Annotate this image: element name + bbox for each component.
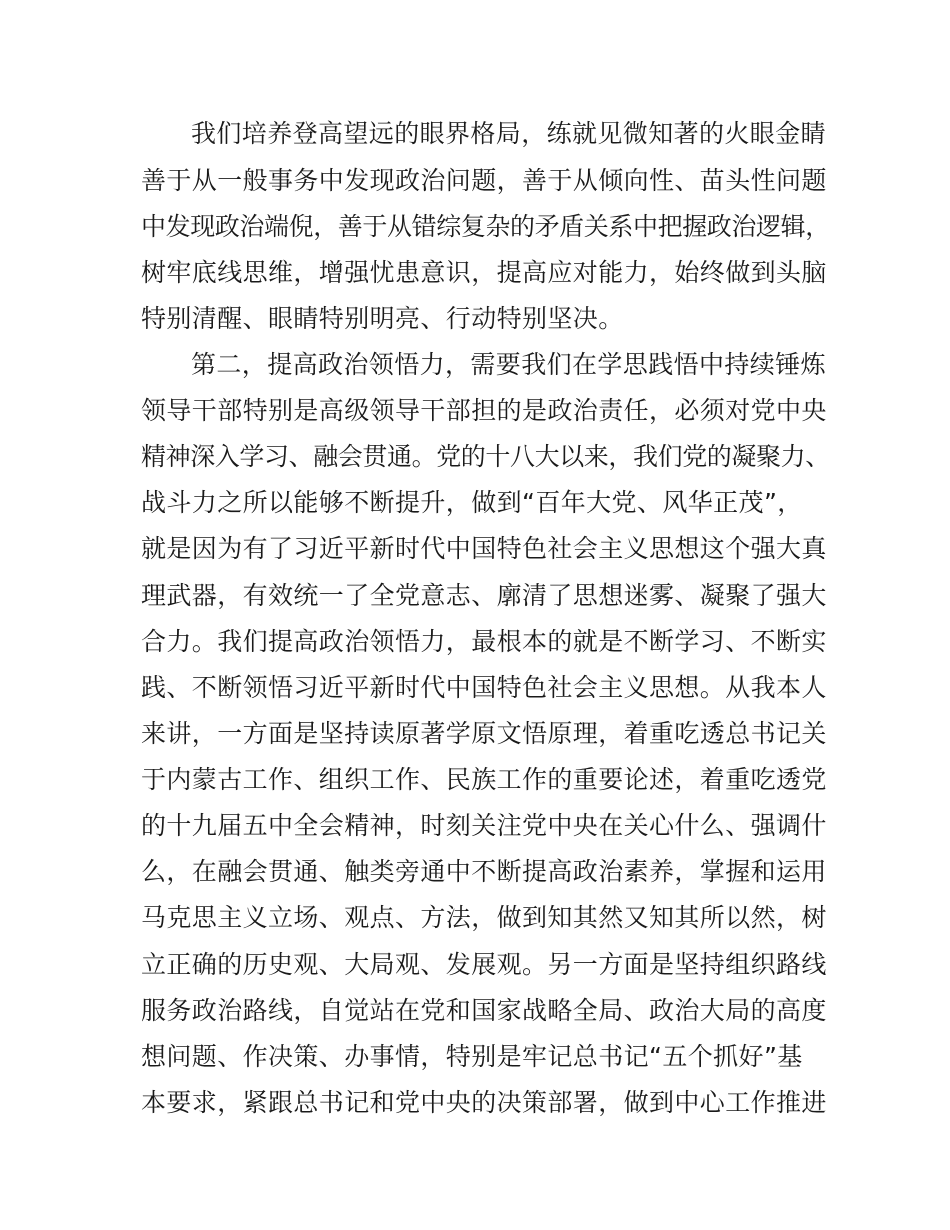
paragraph-2-line-12: 么，在融会贯通、触类旁通中不断提高政治素养，掌握和运用 [141,857,827,886]
paragraph-2-line-4: 战斗力之所以能够不断提升，做到“百年大党、风华正茂”， [141,488,803,517]
paragraph-2-line-5: 就是因为有了习近平新时代中国特色社会主义思想这个强大真 [141,534,827,563]
paragraph-2-line-17: 本要求，紧跟总书记和党中央的决策部署，做到中心工作推进 [141,1088,827,1117]
paragraph-2-line-2: 领导干部特别是高级领导干部担的是政治责任，必须对党中央 [141,396,827,425]
paragraph-2-line-13: 马克思主义立场、观点、方法，做到知其然又知其所以然，树 [141,903,827,932]
paragraph-2-line-6: 理武器，有效统一了全党意志、廓清了思想迷雾、凝聚了强大 [141,581,827,610]
paragraph-1-line-4: 树牢底线思维，增强忧患意识，提高应对能力，始终做到头脑 [141,258,827,287]
paragraph-2-line-3: 精神深入学习、融会贯通。党的十八大以来，我们党的凝聚力、 [141,442,830,471]
paragraph-2-line-8: 践、不断领悟习近平新时代中国特色社会主义思想。从我本人 [141,673,827,702]
paragraph-2-line-9: 来讲，一方面是坚持读原著学原文悟原理，着重吃透总书记关 [141,719,827,748]
paragraph-2-line-14: 立正确的历史观、大局观、发展观。另一方面是坚持组织路线 [141,950,827,979]
paragraph-2-line-7: 合力。我们提高政治领悟力，最根本的就是不断学习、不断实 [141,627,827,656]
paragraph-1-line-1: 我们培养登高望远的眼界格局，练就见微知著的火眼金睛 [191,119,827,148]
paragraph-1-line-5: 特别清醒、眼睛特别明亮、行动特别坚决。 [141,304,624,333]
paragraph-2-line-1: 第二，提高政治领悟力，需要我们在学思践悟中持续锤炼 [191,350,827,379]
paragraph-2-line-15: 服务政治路线，自觉站在党和国家战略全局、政治大局的高度 [141,996,827,1025]
paragraph-1-line-2: 善于从一般事务中发现政治问题，善于从倾向性、苗头性问题 [141,166,827,195]
paragraph-1-line-3: 中发现政治端倪，善于从错综复杂的矛盾关系中把握政治逻辑， [141,212,830,241]
paragraph-2-line-10: 于内蒙古工作、组织工作、民族工作的重要论述，着重吃透党 [141,765,827,794]
paragraph-2-line-16: 想问题、作决策、办事情，特别是牢记总书记“五个抓好”基 [141,1042,803,1071]
paragraph-2-line-11: 的十九届五中全会精神，时刻关注党中央在关心什么、强调什 [141,811,827,840]
